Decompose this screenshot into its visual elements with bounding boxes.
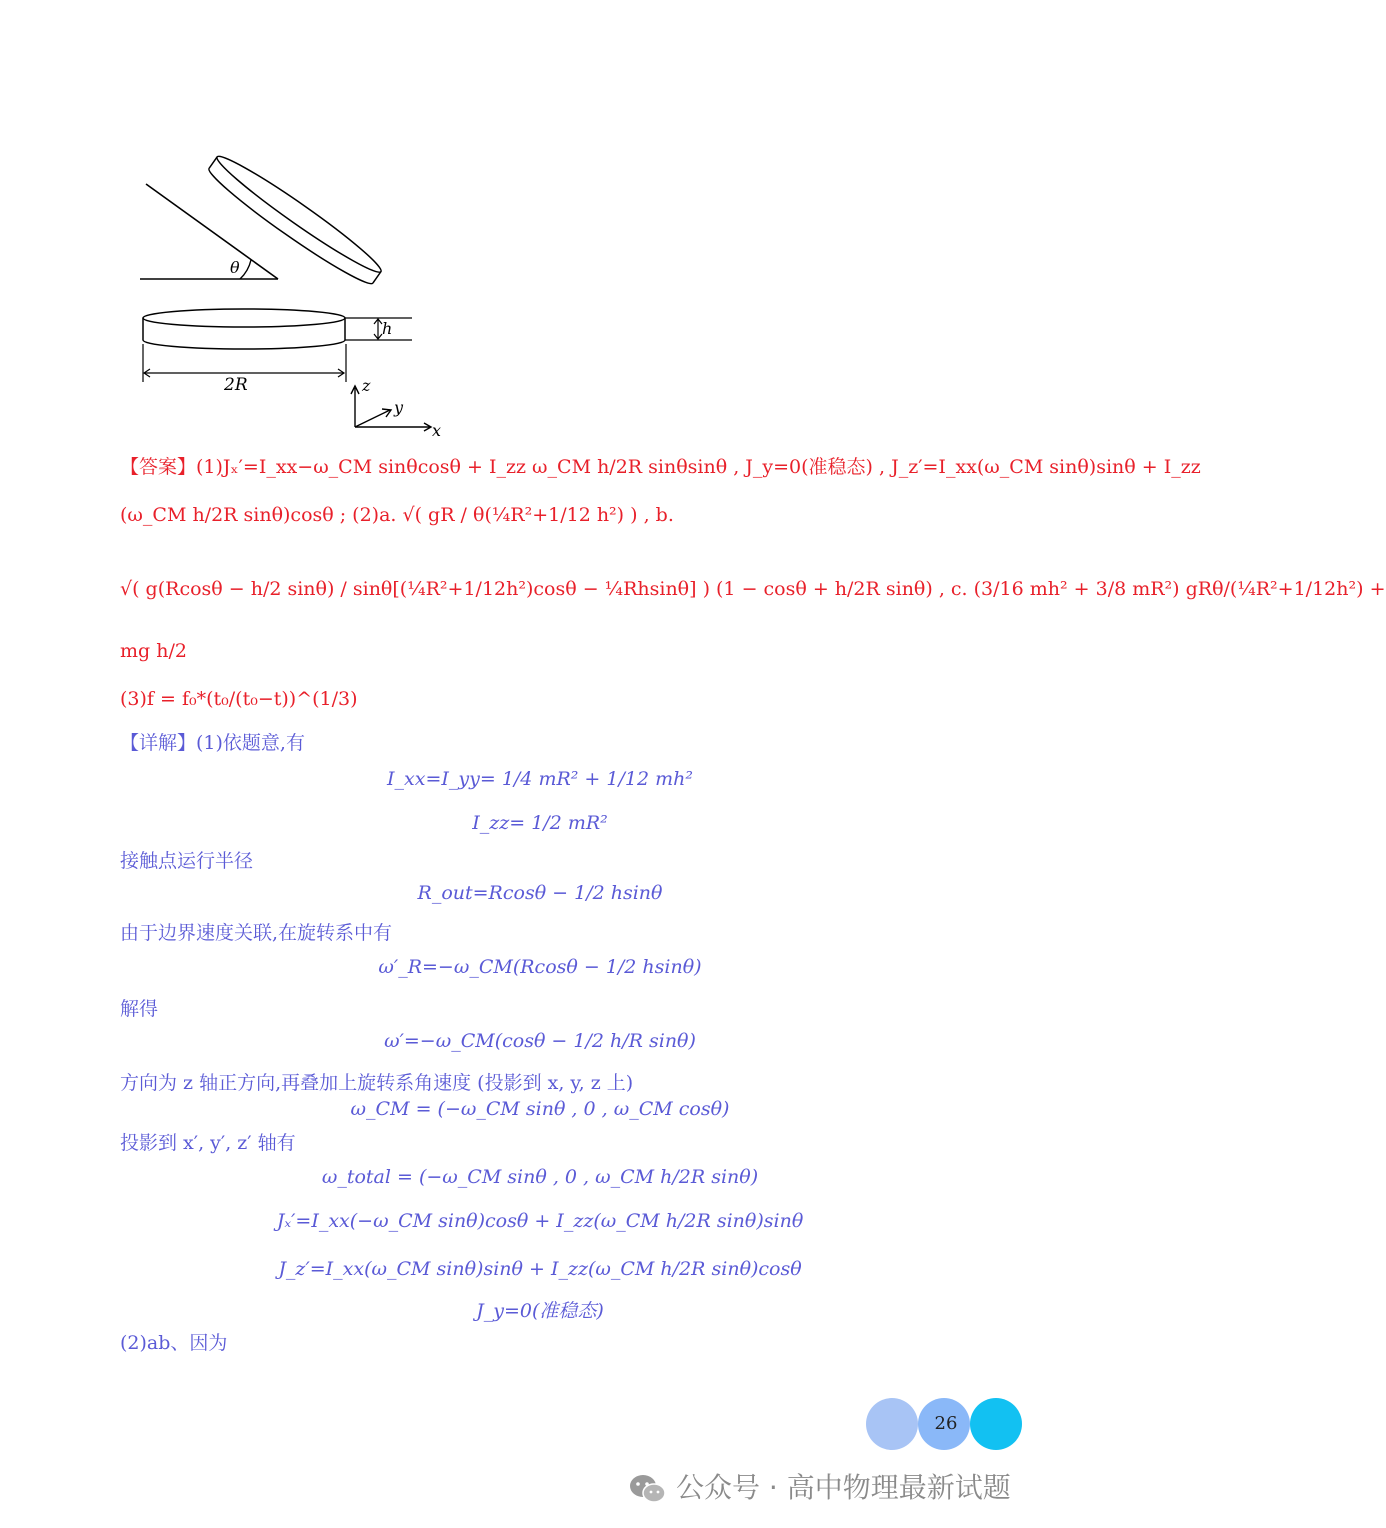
detail-text-part2: (2)ab、因为 — [120, 1332, 228, 1354]
detail-text-boundary: 由于边界速度关联,在旋转系中有 — [120, 922, 393, 944]
axis-y-label: y — [394, 398, 404, 417]
answer-line-3: √( g(Rcosθ − h/2 sinθ) / sinθ[(¼R²+1/12h²)cosθ − ¼Rhsinθ] ) (1 − cosθ + h/2R sinθ) , c. (3/16 mh² + 3/8 mR²) gRθ/(¼R²+1/12h²) + — [120, 578, 1386, 600]
axis-x-label: x — [432, 421, 442, 440]
flat-disk — [143, 309, 345, 349]
answer-line-2: (ω_CM h/2R sinθ)cosθ ; (2)a. √( gR / θ(¼R²+1/12 h²) ) , b. — [120, 504, 674, 526]
detail-text-radius: 接触点运行半径 — [120, 850, 254, 872]
page-number-badge — [866, 1398, 1026, 1450]
incline-line — [146, 184, 278, 279]
wechat-icon — [628, 1473, 668, 1505]
eq-omega-r: ω′_R=−ω_CM(Rcosθ − 1/2 hsinθ) — [378, 956, 702, 978]
detail-header — [120, 728, 305, 755]
detail-intro: (1)依题意,有 — [196, 732, 305, 754]
eq-inertia-zz: I_zz= 1/2 mR² — [472, 812, 608, 834]
eq-omega-cm-vector: ω_CM = (−ω_CM sinθ , 0 , ω_CM cosθ) — [350, 1098, 730, 1120]
axis-z-label: z — [362, 376, 371, 395]
answer-line-4: mg h/2 — [120, 640, 187, 662]
page-number: 26 — [934, 1413, 958, 1434]
angle-arc — [240, 260, 251, 279]
detail-text-solve: 解得 — [120, 998, 159, 1020]
circle-right — [970, 1398, 1022, 1450]
h-label: h — [382, 319, 393, 338]
detail-text-projection: 投影到 x′, y′, z′ 轴有 — [120, 1132, 296, 1154]
footer-text: 公众号 · 高中物理最新试题 — [676, 1471, 1011, 1504]
theta-label: θ — [230, 258, 240, 277]
footer-watermark — [628, 1466, 1011, 1506]
eq-omega-prime: ω′=−ω_CM(cosθ − 1/2 h/R sinθ) — [384, 1030, 696, 1052]
eq-omega-total: ω_total = (−ω_CM sinθ , 0 , ω_CM h/2R sinθ) — [321, 1166, 759, 1188]
detail-tag: 【详解】 — [120, 732, 197, 754]
diameter-label: 2R — [224, 375, 248, 395]
answer-tag: 【答案】 — [120, 456, 197, 478]
eq-jx-prime: Jₓ′=I_xx(−ω_CM sinθ)cosθ + I_zz(ω_CM h/2R sinθ)sinθ — [276, 1210, 804, 1232]
eq-jy: J_y=0(准稳态) — [476, 1300, 604, 1322]
eq-radius: R_out=Rcosθ − 1/2 hsinθ — [417, 882, 663, 904]
detail-text-direction: 方向为 z 轴正方向,再叠加上旋转系角速度 (投影到 x, y, z 上) — [120, 1072, 634, 1094]
answer-line-5: (3)f = f₀*(t₀/(t₀−t))^(1/3) — [120, 688, 358, 710]
eq-jz-prime: J_z′=I_xx(ω_CM sinθ)sinθ + I_zz(ω_CM h/2R sinθ)cosθ — [278, 1258, 802, 1280]
circle-left — [866, 1398, 918, 1450]
answer-text-1: (1)Jₓ′=I_xx−ω_CM sinθcosθ + I_zz ω_CM h/2R sinθsinθ , J_y=0(准稳态) , J_z′=I_xx(ω_CM sinθ)sinθ + I_zz — [196, 456, 1201, 478]
answer-line-1 — [120, 452, 1201, 479]
disk-figure — [120, 130, 460, 450]
eq-inertia-xx: I_xx=I_yy= 1/4 mR² + 1/12 mh² — [387, 768, 693, 790]
